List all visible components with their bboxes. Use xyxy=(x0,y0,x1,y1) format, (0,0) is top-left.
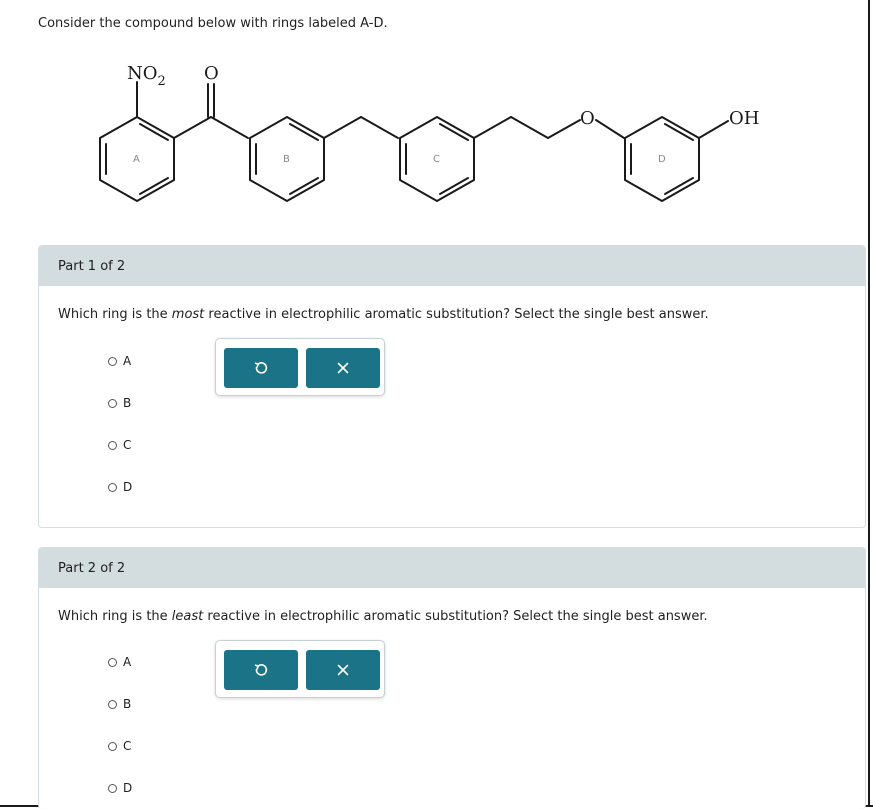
radio-button[interactable] xyxy=(108,399,117,408)
window-edge-right xyxy=(868,0,870,807)
radio-button[interactable] xyxy=(108,441,117,450)
close-icon xyxy=(337,362,349,374)
question-text: Consider the compound below with rings labeled A-D. xyxy=(38,16,388,31)
part-2-option-b[interactable]: B xyxy=(108,697,131,711)
undo-icon xyxy=(254,361,268,375)
hydroxyl-label: OH xyxy=(729,108,760,129)
part-1-undo-button[interactable] xyxy=(224,348,298,388)
part-1-option-b[interactable]: B xyxy=(108,396,131,410)
ring-label-d: D xyxy=(658,154,666,165)
part-1-clear-button[interactable] xyxy=(306,348,380,388)
part-1-panel xyxy=(38,245,866,528)
part-2-option-a[interactable]: A xyxy=(108,655,131,669)
part-1-emphasis: most xyxy=(171,307,205,322)
molecule-structure xyxy=(80,52,780,212)
part-1-action-box xyxy=(215,338,385,396)
part-2-undo-button[interactable] xyxy=(224,650,298,690)
part-2-emphasis: least xyxy=(171,609,204,624)
close-icon xyxy=(337,664,349,676)
radio-button[interactable] xyxy=(108,700,117,709)
part-1-prompt: Which ring is the most reactive in electrophilic aromatic substitution? Select the single best answer. xyxy=(58,307,709,322)
part-2-header: Part 2 of 2 xyxy=(39,548,865,588)
part-2-option-c[interactable]: C xyxy=(108,739,131,753)
ring-label-a: A xyxy=(133,154,140,165)
radio-button[interactable] xyxy=(108,483,117,492)
ring-label-b: B xyxy=(283,154,290,165)
ring-label-c: C xyxy=(433,154,440,165)
radio-button[interactable] xyxy=(108,742,117,751)
nitro-label: $NO_2$ xyxy=(127,63,166,89)
part-2-clear-button[interactable] xyxy=(306,650,380,690)
part-2-panel xyxy=(38,547,866,809)
part-2-prompt: Which ring is the least reactive in electrophilic aromatic substitution? Select the single best answer. xyxy=(58,609,708,624)
undo-icon xyxy=(254,663,268,677)
radio-button[interactable] xyxy=(108,357,117,366)
radio-button[interactable] xyxy=(108,658,117,667)
ether-oxygen-label: O xyxy=(580,108,595,129)
part-1-header: Part 1 of 2 xyxy=(39,246,865,286)
part-1-option-d[interactable]: D xyxy=(108,480,132,494)
radio-button[interactable] xyxy=(108,784,117,793)
part-1-option-c[interactable]: C xyxy=(108,438,131,452)
part-2-option-d[interactable]: D xyxy=(108,781,132,795)
part-1-option-a[interactable]: A xyxy=(108,354,131,368)
part-2-action-box xyxy=(215,640,385,698)
carbonyl-oxygen-label: O xyxy=(204,63,219,84)
